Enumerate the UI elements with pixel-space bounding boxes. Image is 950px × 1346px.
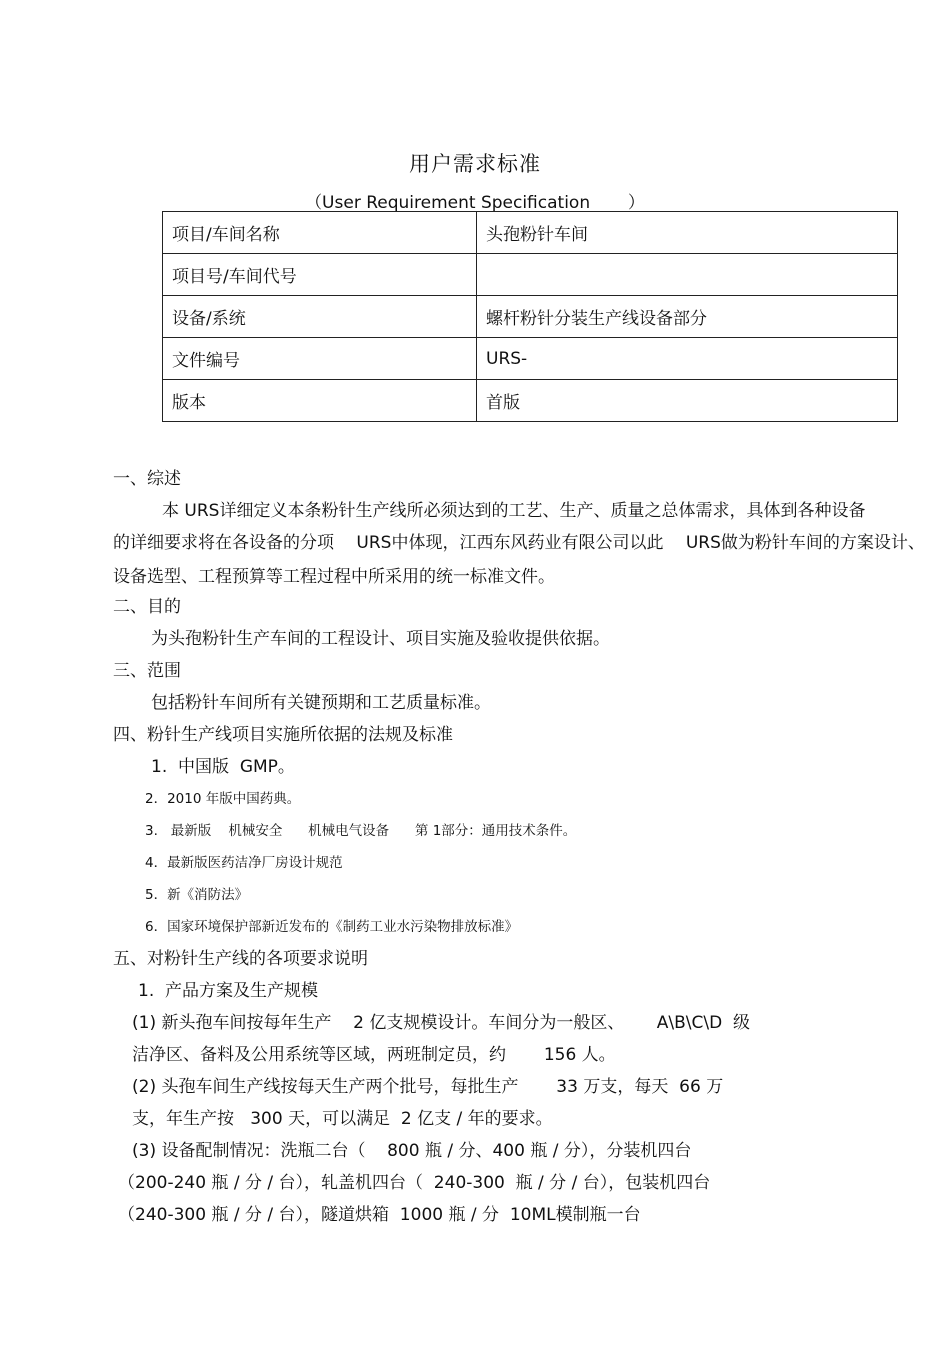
document-subtitle: （User Requirement Specification ） xyxy=(305,193,645,213)
body-text: (3) 设备配制情况：洗瓶二台（ 800 瓶 / 分、400 瓶 / 分），分装机四台 xyxy=(132,1141,692,1161)
section-heading-requirements: 五、对粉针生产线的各项要求说明 xyxy=(113,949,368,969)
table-cell-value: 头孢粉针车间 xyxy=(477,212,898,254)
body-text: 支，年生产按 300 天，可以满足 2 亿支 / 年的要求。 xyxy=(132,1109,553,1129)
table-cell-value: URS- xyxy=(477,338,898,380)
list-item: 3. 最新版 机械安全 机械电气设备 第 1部分：通用技术条件。 xyxy=(145,823,577,839)
table-row xyxy=(163,338,898,380)
table-row xyxy=(163,296,898,338)
table-cell-label: 设备/系统 xyxy=(163,296,477,338)
info-table xyxy=(162,211,898,422)
body-text: （200-240 瓶 / 分 / 台），轧盖机四台（ 240-300 瓶 / 分 / 台），包装机四台 xyxy=(118,1173,711,1193)
table-cell-value: 螺杆粉针分装生产线设备部分 xyxy=(477,296,898,338)
section-heading-regulations: 四、粉针生产线项目实施所依据的法规及标准 xyxy=(113,725,453,745)
table-cell-label: 文件编号 xyxy=(163,338,477,380)
body-text: (2) 头孢车间生产线按每天生产两个批号，每批生产 33 万支，每天 66 万 xyxy=(132,1077,724,1097)
table-row xyxy=(163,212,898,254)
section-heading-overview: 一、综述 xyxy=(113,469,181,489)
table-row xyxy=(163,380,898,422)
body-text: 包括粉针车间所有关键预期和工艺质量标准。 xyxy=(151,693,491,713)
list-item: 2．2010 年版中国药典。 xyxy=(145,791,301,807)
body-text: (1) 新头孢车间按每年生产 2 亿支规模设计。车间分为一般区、 A\B\C\D 级 xyxy=(132,1013,750,1033)
table-cell-label: 版本 xyxy=(163,380,477,422)
list-item: 1. 中国版 GMP。 xyxy=(151,757,295,777)
list-item: 6．国家环境保护部新近发布的《制药工业水污染物排放标准》 xyxy=(145,919,519,935)
body-text: 洁净区、备料及公用系统等区域，两班制定员，约 156 人。 xyxy=(132,1045,616,1065)
body-text: 为头孢粉针生产车间的工程设计、项目实施及验收提供依据。 xyxy=(151,629,610,649)
body-text: 设备选型、工程预算等工程过程中所采用的统一标准文件。 xyxy=(113,567,555,587)
body-text: 本 URS详细定义本条粉针生产线所必须达到的工艺、生产、质量之总体需求，具体到各种设备 xyxy=(162,501,866,521)
document-title: 用户需求标准 xyxy=(409,152,541,176)
body-text: 的详细要求将在各设备的分项 URS中体现，江西东风药业有限公司以此 URS做为粉针车间的方案设计、 xyxy=(113,533,925,553)
table-cell-label: 项目号/车间代号 xyxy=(163,254,477,296)
list-item: 4．最新版医药洁净厂房设计规范 xyxy=(145,855,343,871)
body-text: （240-300 瓶 / 分 / 台），隧道烘箱 1000 瓶 / 分 10ML模制瓶一台 xyxy=(118,1205,641,1225)
table-cell-value xyxy=(477,254,898,296)
section-heading-purpose: 二、目的 xyxy=(113,597,181,617)
section-heading-scope: 三、范围 xyxy=(113,661,181,681)
table-cell-value: 首版 xyxy=(477,380,898,422)
table-cell-label: 项目/车间名称 xyxy=(163,212,477,254)
subsection-heading: 1. 产品方案及生产规模 xyxy=(138,981,319,1001)
table-row xyxy=(163,254,898,296)
list-item: 5．新《消防法》 xyxy=(145,887,249,903)
